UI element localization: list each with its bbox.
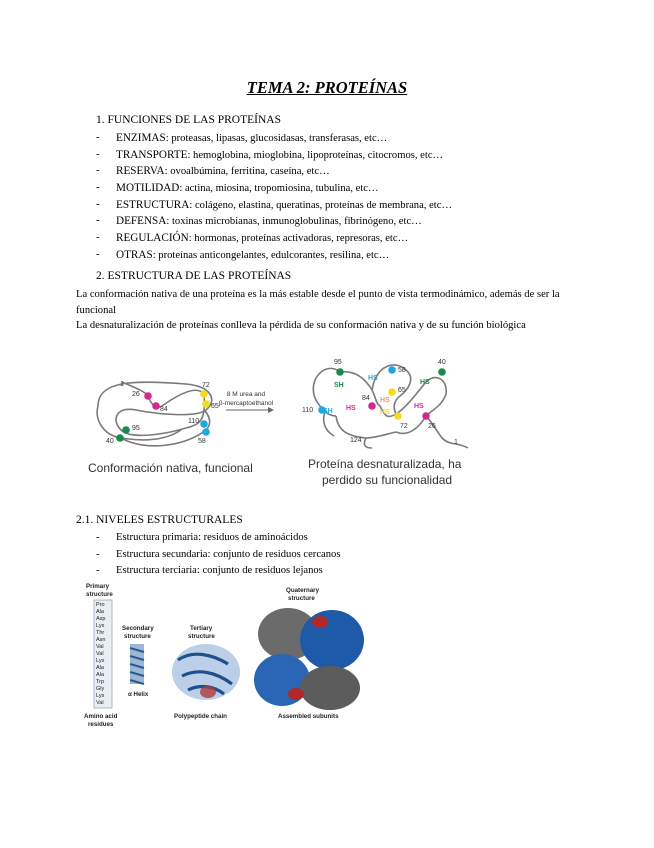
svg-text:84: 84 [362, 395, 370, 402]
svg-text:Secondary: Secondary [122, 625, 154, 632]
svg-text:65: 65 [398, 387, 406, 394]
svg-text:Quaternary: Quaternary [286, 587, 320, 594]
svg-text:Thr: Thr [96, 630, 105, 636]
cysteine-110-marker [200, 420, 208, 428]
denaturation-arrow [219, 391, 274, 413]
svg-text:72: 72 [202, 382, 210, 389]
svg-text:SH: SH [334, 382, 344, 389]
section-heading-niveles: 2.1. NIVELES ESTRUCTURALES [76, 514, 243, 526]
svg-text:Lys: Lys [96, 693, 105, 699]
svg-text:40: 40 [438, 359, 446, 366]
svg-text:8 M urea and: 8 M urea and [226, 391, 266, 398]
quaternary-structure-illustration [254, 608, 364, 710]
svg-text:Ala: Ala [96, 665, 104, 671]
svg-text:SH: SH [323, 408, 333, 415]
svg-text:HS: HS [368, 375, 378, 382]
primary-structure-residues [94, 600, 112, 708]
svg-text:HS: HS [380, 397, 390, 404]
svg-text:β-mercaptoethanol: β-mercaptoethanol [218, 400, 274, 407]
svg-text:Polypeptide chain: Polypeptide chain [174, 713, 227, 720]
svg-text:Tertiary: Tertiary [190, 625, 213, 632]
section-heading-estructura: 2. ESTRUCTURA DE LAS PROTEÍNAS [96, 270, 292, 282]
cysteine-58-marker [202, 428, 210, 436]
cysteine-65-marker [202, 400, 210, 408]
svg-text:1: 1 [454, 439, 458, 446]
svg-text:Assembled subunits: Assembled subunits [278, 713, 339, 720]
denaturation-figure [76, 350, 596, 495]
denatured-protein-diagram [313, 365, 468, 448]
cysteine-84-marker [152, 402, 160, 410]
svg-text:structure: structure [124, 633, 151, 640]
svg-text:residues: residues [88, 721, 114, 728]
svg-text:58: 58 [198, 438, 206, 445]
svg-text:Lys: Lys [96, 658, 105, 664]
svg-text:Trp: Trp [96, 679, 105, 685]
cysteine-26-marker [144, 392, 152, 400]
svg-text:structure: structure [188, 633, 215, 640]
svg-text:84: 84 [160, 406, 168, 413]
svg-text:72: 72 [400, 423, 408, 430]
cysteine-65-marker [388, 388, 396, 396]
caption-denatured-line2: perdido su funcionalidad [322, 473, 453, 487]
svg-text:Ala: Ala [96, 672, 104, 678]
svg-text:structure: structure [86, 591, 113, 598]
svg-text:Amino acid: Amino acid [84, 713, 118, 720]
cysteine-72-marker [200, 390, 208, 398]
svg-text:structure: structure [288, 595, 315, 602]
caption-denatured-line1: Proteína desnaturalizada, ha [308, 457, 462, 471]
alpha-helix-illustration [130, 644, 144, 684]
paragraph-native: La conformación nativa de una proteína es la más estable desde el punto de vista termodinámico, además de ser la funcional [76, 289, 560, 316]
svg-text:α Helix: α Helix [128, 691, 149, 698]
cysteine-40-marker [438, 368, 446, 376]
svg-text:HS: HS [380, 409, 390, 416]
svg-text:Asp: Asp [96, 616, 106, 622]
svg-text:Lys: Lys [96, 623, 105, 629]
native-protein-diagram [97, 382, 212, 446]
svg-text:HS: HS [346, 405, 356, 412]
svg-text:26: 26 [428, 423, 436, 430]
cysteine-40-marker [116, 434, 124, 442]
caption-native: Conformación nativa, funcional [88, 461, 253, 475]
svg-text:26: 26 [132, 391, 140, 398]
svg-text:124: 124 [350, 437, 362, 444]
svg-text:Val: Val [96, 644, 104, 650]
cysteine-72-marker [394, 412, 402, 420]
page-title: TEMA 2: PROTEÍNAS [246, 78, 408, 97]
svg-text:58: 58 [398, 367, 406, 374]
svg-text:95: 95 [132, 425, 140, 432]
svg-text:110: 110 [188, 418, 200, 425]
svg-text:1: 1 [120, 381, 124, 388]
cysteine-95-marker [122, 426, 130, 434]
section-heading-funciones: 1. FUNCIONES DE LAS PROTEÍNAS [96, 114, 281, 126]
svg-text:95: 95 [334, 359, 342, 366]
cysteine-58-marker [388, 366, 396, 374]
svg-text:110: 110 [302, 407, 314, 414]
svg-text:65: 65 [211, 403, 219, 410]
cysteine-95-marker [336, 368, 344, 376]
structural-levels-figure [82, 580, 382, 730]
svg-text:Gly: Gly [96, 686, 105, 692]
svg-text:HS: HS [420, 379, 430, 386]
svg-text:Asn: Asn [96, 637, 106, 643]
cysteine-26-marker [422, 412, 430, 420]
svg-text:HS: HS [414, 403, 424, 410]
svg-text:Primary: Primary [86, 583, 110, 590]
paragraph-denaturation: La desnaturalización de proteínas conlleva la pérdida de su conformación nativa y de su función biológica [76, 320, 526, 331]
svg-text:Val: Val [96, 651, 104, 657]
svg-text:Ala: Ala [96, 609, 104, 615]
tertiary-structure-illustration [172, 644, 240, 700]
svg-text:Val: Val [96, 700, 104, 706]
svg-text:Pro: Pro [96, 602, 105, 608]
cysteine-84-marker [368, 402, 376, 410]
svg-text:40: 40 [106, 438, 114, 445]
